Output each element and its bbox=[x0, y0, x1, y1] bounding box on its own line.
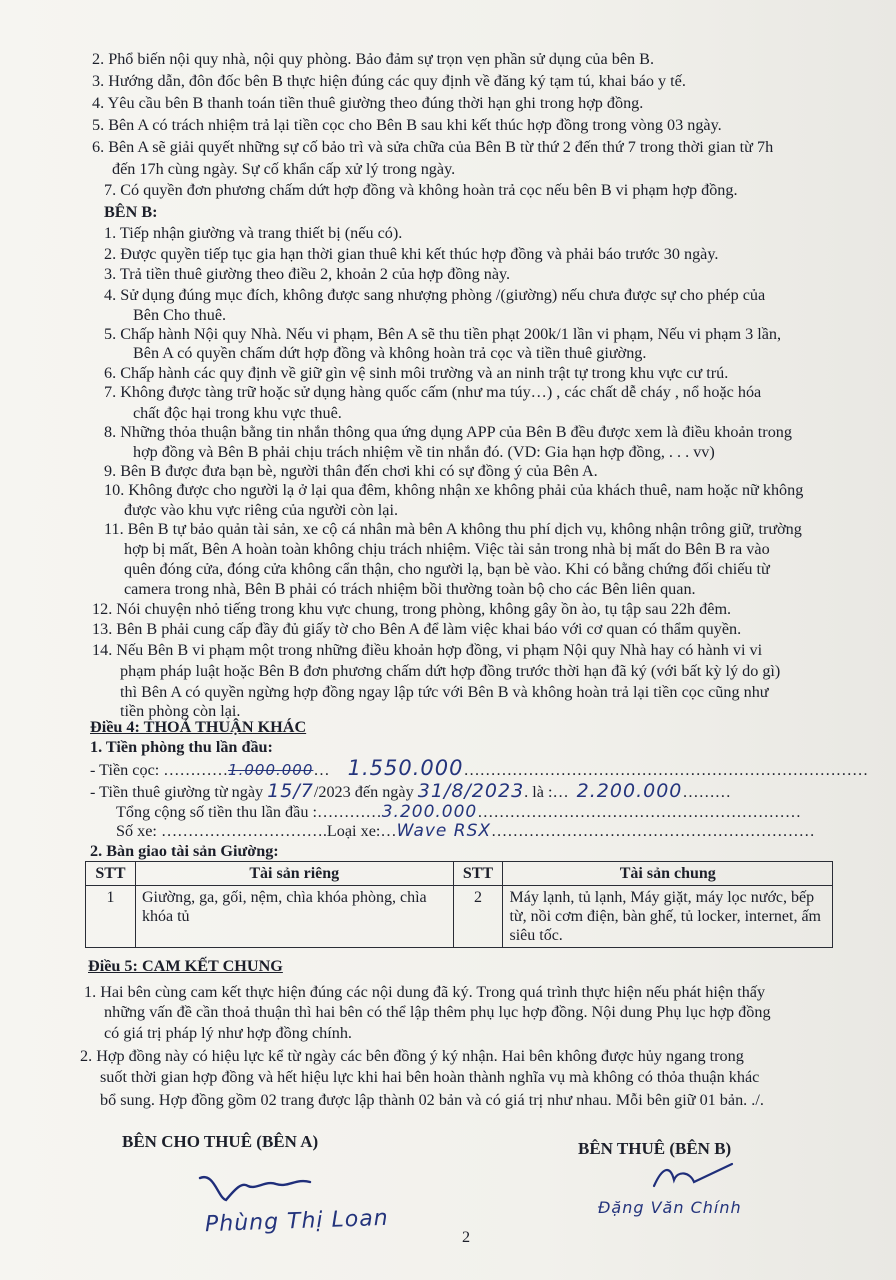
table-header: Tài sản riêng bbox=[135, 862, 453, 886]
table-header: STT bbox=[453, 862, 503, 886]
side-b-duty-cont: camera trong nhà, Bên B phải có trách nhiệm bồi thường toàn bộ cho các Bên liên quan. bbox=[124, 580, 696, 598]
table-cell: 2 bbox=[453, 886, 503, 948]
side-b-duty: 4. Sử dụng đúng mục đích, không được sang nhượng phòng /(giường) nếu chưa được sự cho phép của bbox=[104, 286, 766, 304]
side-b-duty-cont: hợp bị mất, Bên A hoàn toàn không chịu trách nhiệm. Việc tài sản trong nhà bị mất do Bên B ra vào bbox=[124, 540, 770, 558]
side-b-signature-title: BÊN THUÊ (BÊN B) bbox=[578, 1139, 732, 1158]
side-a-duty-6: 6. Bên A sẽ giải quyết những sự cố bảo trì và sửa chữa của Bên B từ thứ 2 đến thứ 7 trong thời gian từ 7h bbox=[92, 138, 774, 156]
side-b-duty: 10. Không được cho người lạ ở lại qua đêm, không nhận xe không phải của khách thuê, nam hoặc nữ không bbox=[104, 481, 804, 499]
vehicle-type-value: Wave RSX bbox=[396, 821, 492, 841]
side-b-duty: 5. Chấp hành Nội quy Nhà. Nếu vi phạm, Bên A sẽ thu tiền phạt 200k/1 lần vi phạm, Nếu vi phạm 3 lần, bbox=[104, 325, 782, 343]
article-5-line: bổ sung. Hợp đồng gồm 02 trang được lập thành 02 bản và có giá trị như nhau. Mỗi bên giữ 01 bản. ./. bbox=[100, 1091, 764, 1109]
vehicle-dots: …………………………………………………… bbox=[491, 822, 815, 840]
side-b-duty: 2. Được quyền tiếp tục gia hạn thời gian thuê khi kết thúc hợp đồng và phải báo trước 30 ngày. bbox=[104, 245, 719, 263]
rent-mid-text: . là :… bbox=[524, 783, 569, 801]
side-b-heading: BÊN B: bbox=[104, 203, 158, 221]
side-b-duty: 14. Nếu Bên B vi phạm một trong những điều khoản hợp đồng, vi phạm Nội quy Nhà hay có hành vi vi bbox=[92, 641, 763, 659]
side-a-duty-5: 5. Bên A có trách nhiệm trả lại tiền cọc cho Bên B sau khi kết thúc hợp đồng trong vòng 03 ngày. bbox=[92, 116, 722, 134]
side-b-duty: 1. Tiếp nhận giường và trang thiết bị (nếu có). bbox=[104, 224, 403, 242]
side-a-signature-title: BÊN CHO THUÊ (BÊN A) bbox=[122, 1132, 319, 1151]
article-4-heading: Điều 4: THOẢ THUẬN KHÁC bbox=[90, 718, 307, 736]
table-header: STT bbox=[86, 862, 136, 886]
total-row bbox=[116, 803, 801, 822]
page-number: 2 bbox=[462, 1228, 471, 1246]
side-b-duty-cont: được vào khu vực riêng của người còn lại. bbox=[124, 501, 399, 519]
side-b-duty: 3. Trả tiền thuê giường theo điều 2, khoản 2 của hợp đồng này. bbox=[104, 265, 511, 283]
side-a-duty-7: 7. Có quyền đơn phương chấm dứt hợp đồng và không hoàn trả cọc nếu bên B vi phạm hợp đồng. bbox=[104, 181, 738, 199]
side-a-duty-2: 2. Phổ biến nội quy nhà, nội quy phòng. Bảo đảm sự trọn vẹn phần sử dụng của bên B. bbox=[92, 50, 655, 68]
article-5-line: suốt thời gian hợp đồng và hết hiệu lực khi hai bên hoàn thành nghĩa vụ mà không có thỏa thuận khác bbox=[100, 1068, 760, 1086]
rent-dots: ……… bbox=[682, 783, 731, 801]
side-b-duty: 7. Không được tàng trữ hoặc sử dụng hàng quốc cấm (như ma túy…) , các chất dễ cháy , nổ hoặc hóa bbox=[104, 383, 762, 401]
table-cell: Giường, ga, gối, nệm, chìa khóa phòng, chìa khóa tủ bbox=[135, 886, 453, 948]
table-header-row bbox=[86, 862, 833, 886]
side-b-duty: 13. Bên B phải cung cấp đầy đủ giấy tờ cho Bên A để làm việc khai báo với cơ quan có thẩm quyền. bbox=[92, 620, 742, 638]
article-4-sub2: 2. Bàn giao tài sản Giường: bbox=[90, 842, 279, 860]
side-b-duty-cont: Bên A có quyền chấm dứt hợp đồng và không hoàn trả cọc và tiền thuê giường. bbox=[133, 344, 647, 362]
side-b-signed-name: Đặng Văn Chính bbox=[598, 1198, 742, 1217]
side-b-duty-cont: thì Bên A có quyền ngừng hợp đồng ngay lập tức với Bên B và không hoàn trả lại tiền cọc cũng như bbox=[120, 683, 769, 701]
deposit-value: 1.550.000 bbox=[347, 756, 464, 780]
total-value: 3.200.000 bbox=[381, 802, 478, 822]
deposit-struck-value: 1.000.000 bbox=[228, 761, 314, 779]
article-5-line: 2. Hợp đồng này có hiệu lực kể từ ngày các bên đồng ý ký nhận. Hai bên không được hủy ngang trong bbox=[80, 1047, 744, 1065]
table-row bbox=[86, 886, 833, 948]
side-a-duty-6-cont: đến 17h cùng ngày. Sự cố khẩn cấp xử lý trong ngày. bbox=[112, 160, 456, 178]
side-b-duty-cont: quên đóng cửa, đóng cửa không cẩn thận, cho người lạ, bạn bè vào. Khi có bằng chứng đối chiếu từ bbox=[124, 560, 770, 578]
article-5-line: những vấn đề cần thoả thuận thì hai bên có thể lập thêm phụ lục hợp đồng. Nội dung Phụ lục hợp đồng bbox=[104, 1003, 771, 1021]
article-5-heading: Điều 5: CAM KẾT CHUNG bbox=[88, 957, 283, 975]
side-b-duty: 12. Nói chuyện nhỏ tiếng trong khu vực chung, trong phòng, không gây ồn ào, tụ tập sau 22h đêm. bbox=[92, 600, 732, 618]
rent-to-date: 31/8/2023 bbox=[417, 780, 525, 802]
total-label: Tổng cộng số tiền thu lần đầu :………… bbox=[116, 803, 382, 821]
side-b-duty-cont: tiền phòng còn lại. bbox=[120, 702, 241, 720]
total-dots: …………………………………………………… bbox=[477, 803, 801, 821]
side-a-duty-3: 3. Hướng dẫn, đôn đốc bên B thực hiện đúng các quy định về đăng ký tạm tú, khai báo y tế. bbox=[92, 72, 686, 90]
table-header: Tài sản chung bbox=[503, 862, 833, 886]
plate-label: Số xe: ………………………….Loại xe:… bbox=[116, 822, 397, 840]
side-a-signed-name: Phùng Thị Loan bbox=[204, 1205, 390, 1238]
side-b-duty: 6. Chấp hành các quy định về giữ gìn vệ sinh môi trường và an ninh trật tự trong khu vực cư trú. bbox=[104, 364, 729, 382]
asset-handover-table bbox=[85, 861, 833, 948]
side-a-signature bbox=[196, 1168, 316, 1213]
deposit-row: - Tiền cọc: …………1.000.000… 1.550.000………………………………………………………………… bbox=[90, 756, 869, 780]
deposit-dots: ………………………………………………………………… bbox=[463, 761, 869, 779]
rent-year-text: /2023 đến ngày bbox=[313, 783, 414, 801]
rent-from-date: 15/7 bbox=[267, 780, 314, 802]
article-5-line: có giá trị pháp lý như hợp đồng chính. bbox=[104, 1024, 352, 1042]
side-b-duty-cont: Bên Cho thuê. bbox=[133, 306, 227, 324]
side-b-duty-cont: chất độc hại trong khu vực thuê. bbox=[133, 404, 342, 422]
rent-period-row bbox=[90, 782, 731, 802]
side-a-duty-4: 4. Yêu cầu bên B thanh toán tiền thuê giường theo đúng thời hạn ghi trong hợp đồng. bbox=[92, 94, 644, 112]
vehicle-row bbox=[116, 822, 815, 841]
side-b-duty: 9. Bên B được đưa bạn bè, người thân đến chơi khi có sự đồng ý của Bên A. bbox=[104, 462, 598, 480]
table-cell: Máy lạnh, tủ lạnh, Máy giặt, máy lọc nước, bếp từ, nồi cơm điện, bàn ghế, tủ locker, internet, ấm siêu tốc. bbox=[503, 886, 833, 948]
rent-label: - Tiền thuê giường từ ngày bbox=[90, 783, 264, 801]
article-4-sub1: 1. Tiền phòng thu lần đầu: bbox=[90, 738, 273, 756]
rent-amount: 2.200.000 bbox=[576, 780, 683, 802]
side-b-duty: 8. Những thỏa thuận bằng tin nhắn thông qua ứng dụng APP của Bên B đều được xem là điều khoản trong bbox=[104, 423, 792, 441]
table-cell: 1 bbox=[86, 886, 136, 948]
side-b-duty-cont: hợp đồng và Bên B phải chịu trách nhiệm về tin nhắn đó. (VD: Gia hạn hợp đồng, . . . vv) bbox=[133, 443, 715, 461]
side-b-duty: 11. Bên B tự bảo quản tài sản, xe cộ cá nhân mà bên A không thu phí dịch vụ, không nhận trông giữ, trường bbox=[104, 520, 802, 538]
side-b-signature bbox=[648, 1160, 738, 1197]
side-b-duty-cont: phạm pháp luật hoặc Bên B đơn phương chấm dứt hợp đồng trước thời hạn đã ký (với bất kỳ lý do gì) bbox=[120, 662, 781, 680]
deposit-label: - Tiền cọc: ………… bbox=[90, 761, 229, 779]
article-5-line: 1. Hai bên cùng cam kết thực hiện đúng các nội dung đã ký. Trong quá trình thực hiện nếu phát hiện thấy bbox=[84, 983, 766, 1001]
